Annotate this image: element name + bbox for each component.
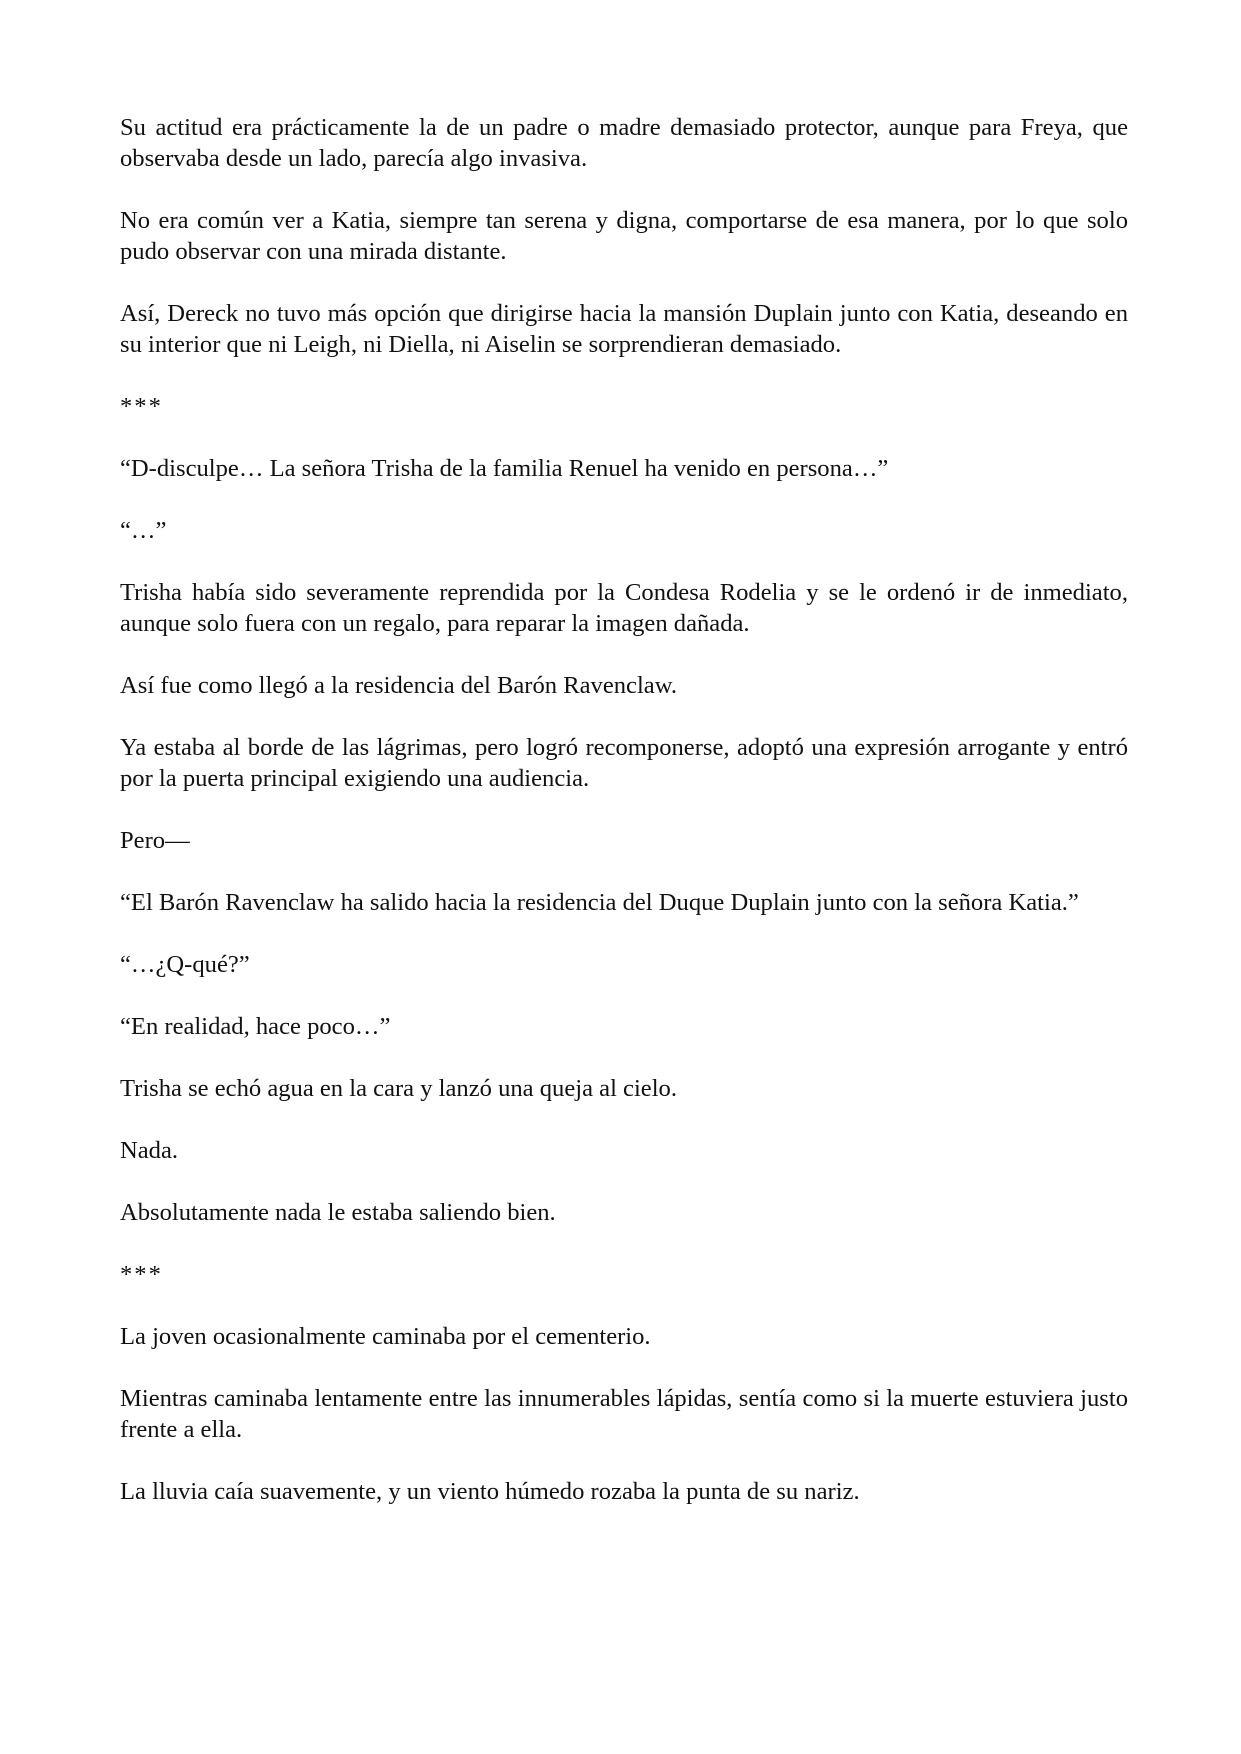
paragraph-6: “…” <box>120 517 167 544</box>
paragraph-2: No era común ver a Katia, siempre tan serena y digna, comportarse de esa manera, por lo que solo pudo observar con una mirada distante. <box>120 207 1128 265</box>
paragraph-11: “El Barón Ravenclaw ha salido hacia la residencia del Duque Duplain junto con la señora Katia.” <box>120 889 1079 916</box>
paragraph-15: Nada. <box>120 1137 179 1164</box>
paragraph-8: Así fue como llegó a la residencia del Barón Ravenclaw. <box>120 672 678 699</box>
paragraph-3: Así, Dereck no tuvo más opción que dirigirse hacia la mansión Duplain junto con Katia, deseando en su interior que ni Leigh, ni Diella, ni Aiselin se sorprendieran demasiado. <box>120 300 1128 358</box>
paragraph-14: Trisha se echó agua en la cara y lanzó una queja al cielo. <box>120 1075 677 1102</box>
scene-separator-1: *** <box>120 393 163 420</box>
document-page <box>120 112 1128 1538</box>
paragraph-9: Ya estaba al borde de las lágrimas, pero logró recomponerse, adoptó una expresión arrogante y entró por la puerta principal exigiendo una audiencia. <box>120 734 1128 792</box>
paragraph-1: Su actitud era prácticamente la de un padre o madre demasiado protector, aunque para Freya, que observaba desde un lado, parecía algo invasiva. <box>120 114 1128 172</box>
paragraph-12: “…¿Q-qué?” <box>120 951 250 978</box>
paragraph-18: La joven ocasionalmente caminaba por el cementerio. <box>120 1323 651 1350</box>
paragraph-13: “En realidad, hace poco…” <box>120 1013 391 1040</box>
scene-separator-2: *** <box>120 1261 163 1288</box>
paragraph-19: Mientras caminaba lentamente entre las innumerables lápidas, sentía como si la muerte estuviera justo frente a ella. <box>120 1385 1128 1443</box>
paragraph-5: “D-disculpe… La señora Trisha de la familia Renuel ha venido en persona…” <box>120 455 889 482</box>
paragraph-10: Pero— <box>120 827 190 854</box>
paragraph-20: La lluvia caía suavemente, y un viento húmedo rozaba la punta de su nariz. <box>120 1478 860 1505</box>
paragraph-7: Trisha había sido severamente reprendida por la Condesa Rodelia y se le ordenó ir de inmediato, aunque solo fuera con un regalo, para reparar la imagen dañada. <box>120 579 1128 637</box>
paragraph-16: Absolutamente nada le estaba saliendo bien. <box>120 1199 556 1226</box>
